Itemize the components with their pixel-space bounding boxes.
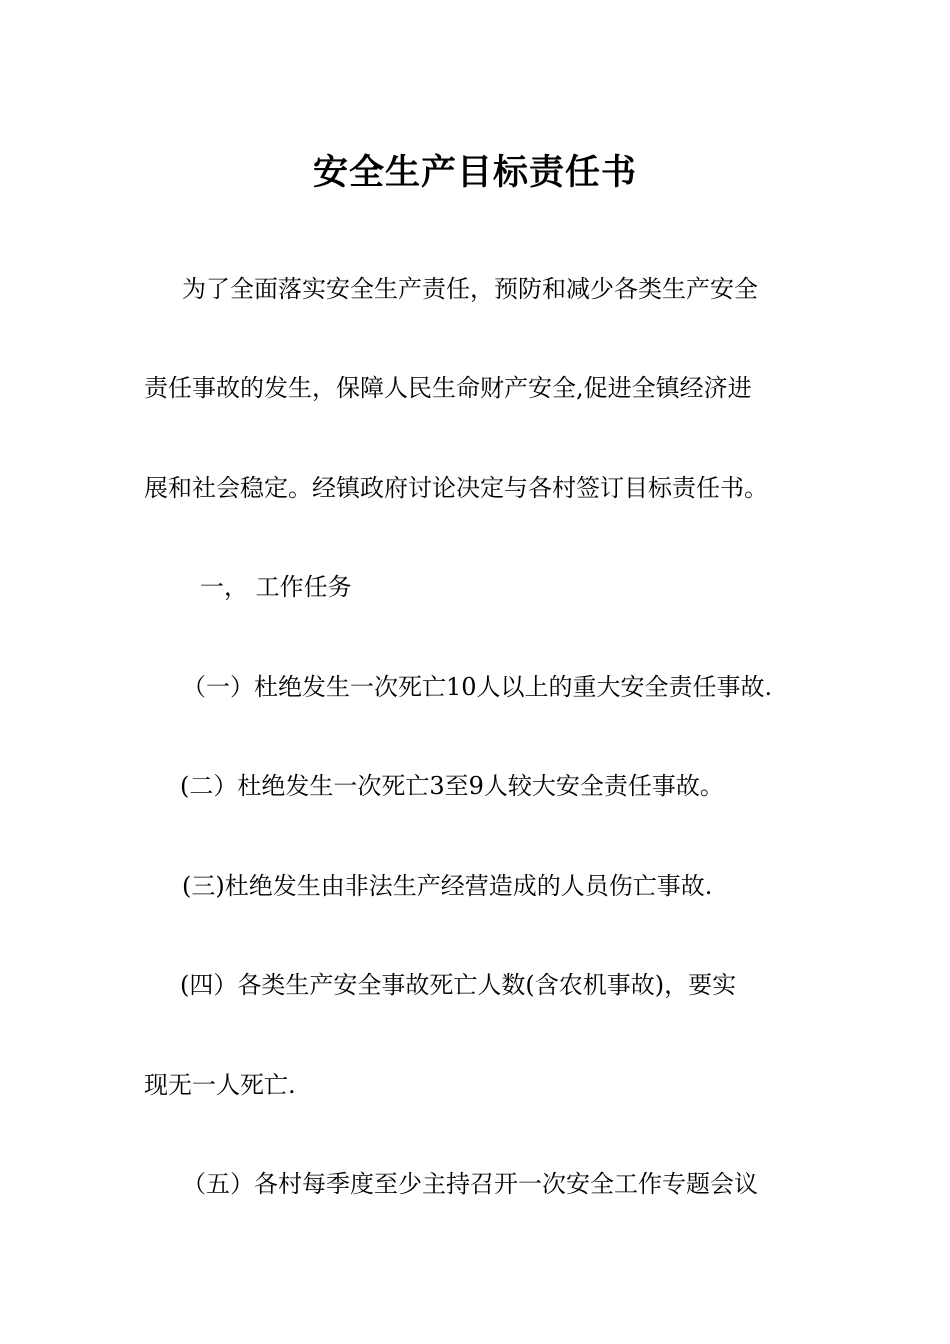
list-item: (二）杜绝发生一次死亡3至9人较大安全责任事故。 (180, 772, 724, 800)
list-item-continuation: 现无一人死亡. (144, 1071, 296, 1099)
list-item: （五）各村每季度至少主持召开一次安全工作专题会议 (182, 1170, 758, 1198)
paragraph-line: 责任事故的发生，保障人民生命财产安全,促进全镇经济进 (144, 374, 752, 402)
paragraph-line: 展和社会稳定。经镇政府讨论决定与各村签订目标责任书。 (144, 474, 768, 502)
list-item: (四）各类生产安全事故死亡人数(含农机事故)，要实 (180, 971, 737, 999)
section-heading: 一， 工作任务 (200, 573, 352, 601)
paragraph-line: 为了全面落实安全生产责任，预防和减少各类生产安全 (182, 275, 758, 303)
document-title: 安全生产目标责任书 (312, 152, 637, 193)
list-item: （一）杜绝发生一次死亡10人以上的重大安全责任事故. (182, 673, 773, 701)
list-item: (三)杜绝发生由非法生产经营造成的人员伤亡事故. (182, 872, 713, 900)
